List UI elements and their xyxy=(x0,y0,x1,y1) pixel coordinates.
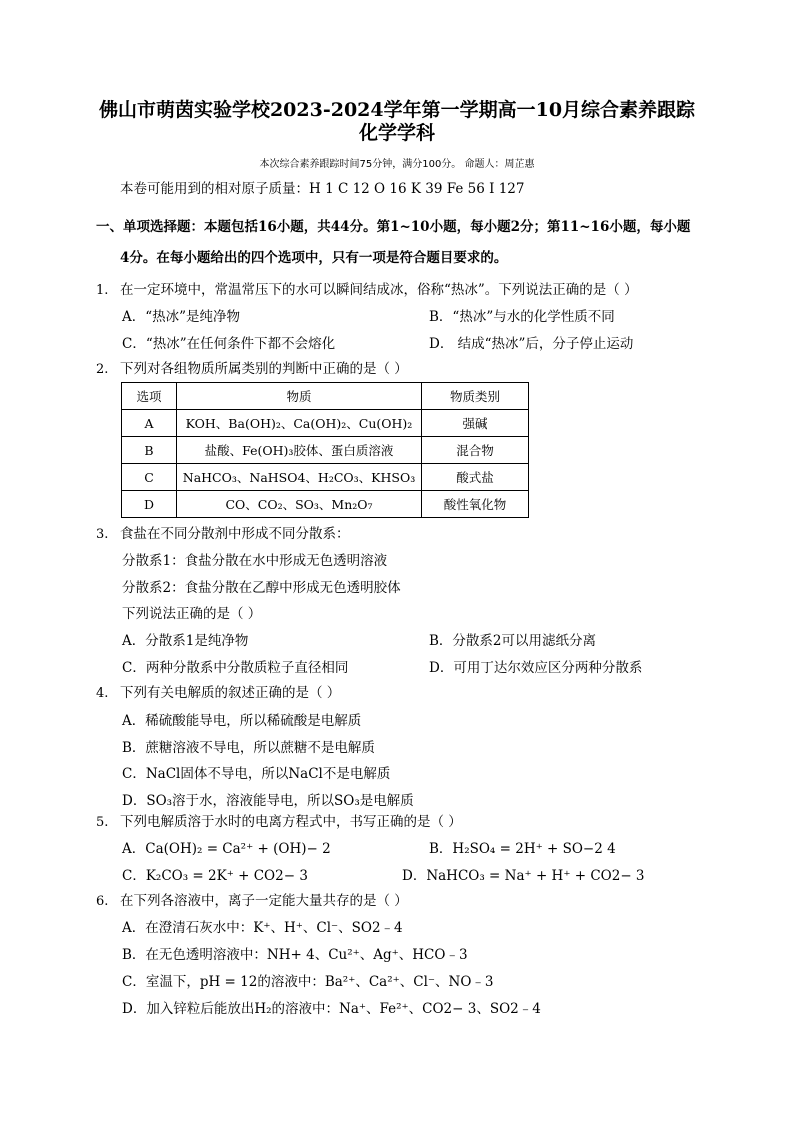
question-number: 1. xyxy=(96,283,109,298)
question-4-option-d: D．SO₃溶于水，溶液能导电，所以SO₃是电解质 xyxy=(122,793,414,809)
section-heading-cont: 4分。在每小题给出的四个选项中，只有一项是符合题目要求的。 xyxy=(120,250,508,266)
table-cell: D xyxy=(122,491,177,518)
question-6-option-a: A．在澄清石灰水中：K⁺、H⁺、Cl⁻、SO2﹣4 xyxy=(122,920,403,936)
exam-meta: 本次综合素养跟踪时间75分钟，满分100分。 命题人：周芷惠 xyxy=(259,159,535,170)
table-cell: 盐酸、Fe(OH)₃胶体、蛋白质溶液 xyxy=(177,437,422,464)
question-1-option-a: A．“热冰”是纯净物 xyxy=(122,309,241,325)
table-row xyxy=(122,410,529,437)
question-4-option-a: A．稀硫酸能导电，所以稀硫酸是电解质 xyxy=(122,713,362,729)
exam-subject: 化学学科 xyxy=(358,122,435,144)
table-row xyxy=(122,464,529,491)
question-3-stem: 食盐在不同分散剂中形成不同分散系： xyxy=(120,526,350,542)
question-6-option-d: D．加入锌粒后能放出H₂的溶液中：Na⁺、Fe²⁺、CO2− 3、SO2﹣4 xyxy=(122,1001,541,1017)
atomic-masses: 本卷可能用到的相对原子质量：H 1 C 12 O 16 K 39 Fe 56 I 127 xyxy=(120,181,525,197)
question-number: 4. xyxy=(96,686,109,701)
question-4-option-b: B．蔗糖溶液不导电，所以蔗糖不是电解质 xyxy=(122,740,375,756)
table-cell: A xyxy=(122,410,177,437)
question-3-option-d: D．可用丁达尔效应区分两种分散系 xyxy=(429,660,643,676)
question-5-option-d: D．NaHCO₃ = Na⁺ + H⁺ + CO2− 3 xyxy=(402,868,645,884)
question-6-option-c: C．室温下，pH = 12的溶液中：Ba²⁺、Ca²⁺、Cl⁻、NO﹣3 xyxy=(122,974,494,990)
question-4-option-c: C．NaCl固体不导电，所以NaCl不是电解质 xyxy=(122,766,391,782)
table-cell: 混合物 xyxy=(422,437,529,464)
question-number: 5. xyxy=(96,815,109,830)
table-row xyxy=(122,437,529,464)
table-cell: B xyxy=(122,437,177,464)
table-header-cell: 物质类别 xyxy=(422,383,529,410)
question-3-option-b: B．分散系2可以用滤纸分离 xyxy=(429,633,597,649)
table-cell: KOH、Ba(OH)₂、Ca(OH)₂、Cu(OH)₂ xyxy=(177,410,422,437)
question-1-option-b: B．“热冰”与水的化学性质不同 xyxy=(429,309,615,325)
question-5-option-a: A．Ca(OH)₂ = Ca²⁺ + (OH)− 2 xyxy=(122,841,331,857)
table-cell: NaHCO₃、NaHSO4、H₂CO₃、KHSO₃ xyxy=(177,464,422,491)
question-2-stem: 下列对各组物质所属类别的判断中正确的是（ ） xyxy=(120,361,408,377)
section-heading: 一、单项选择题：本题包括16小题，共44分。第1~10小题，每小题2分；第11~16小题，每小题 xyxy=(96,219,691,235)
question-5-option-c: C．K₂CO₃ = 2K⁺ + CO2− 3 xyxy=(122,868,308,884)
table-header-cell: 选项 xyxy=(122,383,177,410)
table-row xyxy=(122,491,529,518)
question-number: 3. xyxy=(96,527,109,542)
question-number: 6. xyxy=(96,894,109,909)
table-cell: CO、CO₂、SO₃、Mn₂O₇ xyxy=(177,491,422,518)
table-cell: C xyxy=(122,464,177,491)
table-cell: 酸性氧化物 xyxy=(422,491,529,518)
question-3-system-2: 分散系2：食盐分散在乙醇中形成无色透明胶体 xyxy=(122,580,401,596)
question-3-option-a: A．分散系1是纯净物 xyxy=(122,633,249,649)
table-header-row xyxy=(122,383,529,410)
table-header-cell: 物质 xyxy=(177,383,422,410)
question-6-option-b: B．在无色透明溶液中：NH+ 4、Cu²⁺、Ag⁺、HCO﹣3 xyxy=(122,947,468,963)
question-1-stem: 在一定环境中，常温常压下的水可以瞬间结成冰，俗称“热冰”。下列说法正确的是（ ） xyxy=(120,282,638,298)
classification-table xyxy=(121,382,529,518)
question-5-stem: 下列电解质溶于水时的电离方程式中，书写正确的是（ ） xyxy=(120,814,462,830)
table-cell: 强碱 xyxy=(422,410,529,437)
question-3-ask: 下列说法正确的是（ ） xyxy=(122,606,262,622)
question-4-stem: 下列有关电解质的叙述正确的是（ ） xyxy=(120,685,341,701)
table-cell: 酸式盐 xyxy=(422,464,529,491)
question-5-option-b: B．H₂SO₄ = 2H⁺ + SO−2 4 xyxy=(429,841,616,857)
question-1-option-c: C．“热冰”在任何条件下都不会熔化 xyxy=(122,336,336,352)
question-6-stem: 在下列各溶液中，离子一定能大量共存的是（ ） xyxy=(120,893,408,909)
question-1-option-d: D． 结成“热冰”后，分子停止运动 xyxy=(429,336,634,352)
exam-title: 佛山市萌茵实验学校2023-2024学年第一学期高一10月综合素养跟踪 xyxy=(98,99,696,121)
question-number: 2. xyxy=(96,362,109,377)
question-3-option-c: C．两种分散系中分散质粒子直径相同 xyxy=(122,660,349,676)
question-3-system-1: 分散系1：食盐分散在水中形成无色透明溶液 xyxy=(122,553,388,569)
